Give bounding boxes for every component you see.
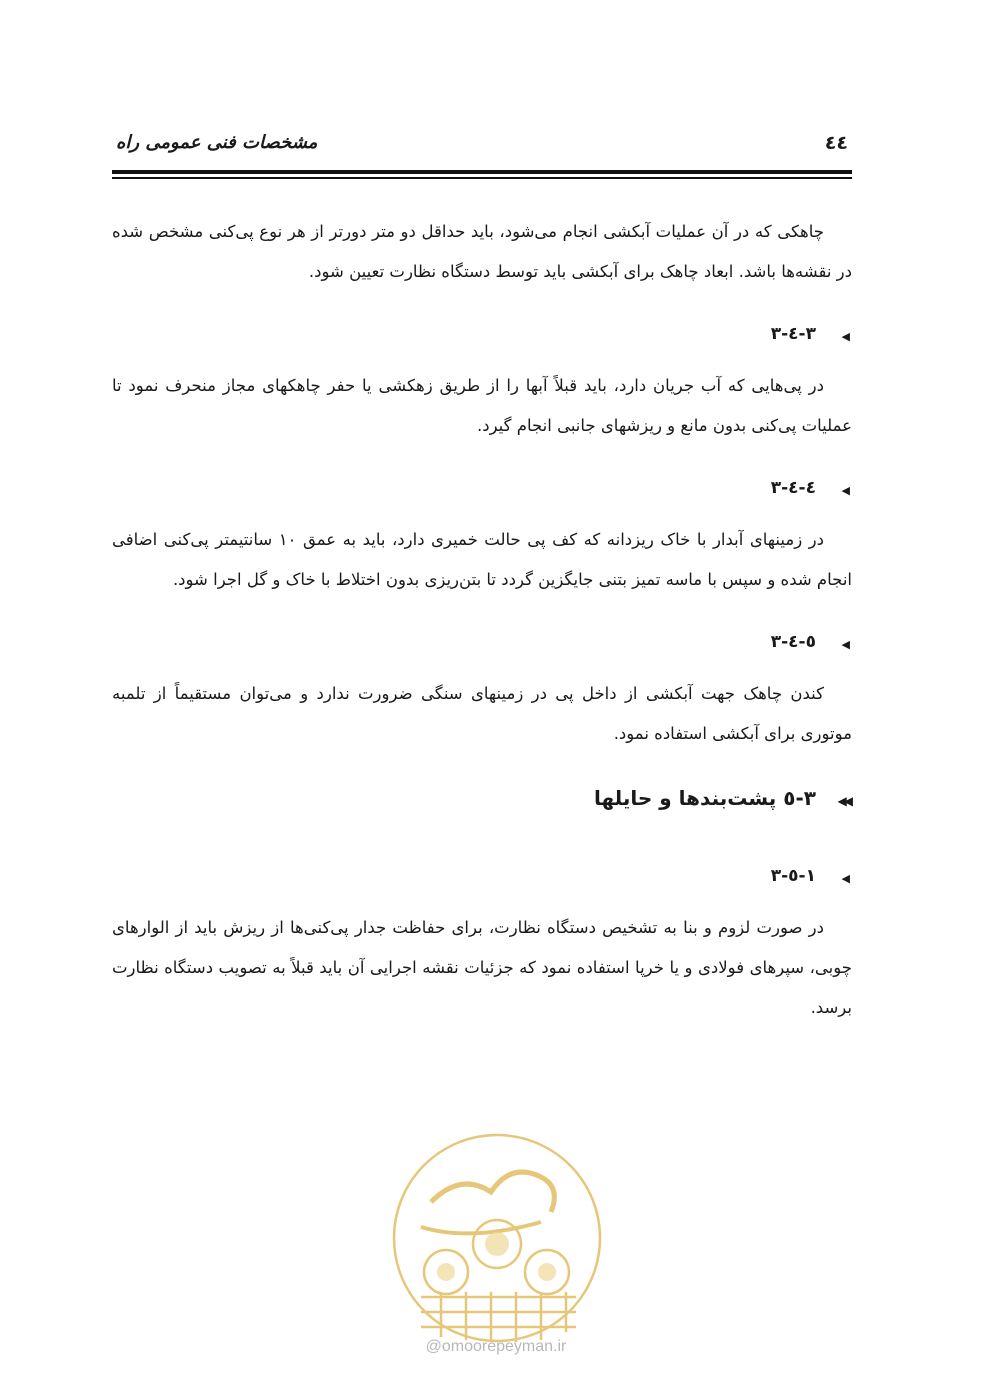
chapter-title: ٣-٥ پشت‌بندها و حایلها (593, 786, 816, 810)
paragraph: در پی‌هایی که آب جریان دارد، باید قبلاً آبها را از طریق زهکشی یا حفر چاهکهای مجاز منحرف نمود تا عملیات پی‌کنی بدون مانع و ریزشهای جانبی انجام گیرد. (112, 376, 852, 435)
section-heading (112, 856, 852, 908)
section-number: ٥-٤-٣ (770, 632, 816, 652)
watermark-url: @omoorepeyman.ir (425, 1338, 567, 1355)
paragraph: در زمینهای آبدار با خاک ریزدانه که کف پی حالت خمیری دارد، باید به عمق ١٠ سانتیمتر پی‌کنی اضافی انجام شده و سپس با ماسه تمیز بتنی جایگزین گردد تا بتن‌ریزی بدون اختلاط با خاک و گل اجرا شود. (112, 530, 852, 589)
paragraph: در صورت لزوم و بنا به تشخیص دستگاه نظارت، برای حفاظت جدار پی‌کنی‌ها از ریزش باید از الوارهای چوبی، سپرهای فولادی و یا خرپا استفاده نمود که جزئیات نقشه اجرایی آن باید قبلاً به تصویب دستگاه نظارت برسد. (112, 918, 852, 1017)
header-rule-thick (112, 170, 852, 174)
paragraph: کندن چاهک جهت آبکشی از داخل پی در زمینهای سنگی ضرورت ندارد و می‌توان مستقیماً از تلمبه موتوری برای آبکشی استفاده نمود. (112, 684, 852, 743)
watermark-logo-icon (391, 1132, 603, 1344)
section-number: ١-٥-٣ (770, 866, 816, 886)
section-number: ٣-٤-٣ (770, 324, 816, 344)
paragraph: چاهکی که در آن عملیات آبکشی انجام می‌شود، باید حداقل دو متر دورتر از هر نوع پی‌کنی مشخص شده در نقشه‌ها باشد. ابعاد چاهک برای آبکشی باید توسط دستگاه نظارت تعیین شود. (112, 222, 852, 281)
triangle-left-icon: ◀ (841, 484, 850, 497)
running-title: مشخصات فنی عمومی راه (116, 132, 318, 153)
chapter-heading (112, 778, 852, 834)
page-content (112, 212, 852, 1028)
triangle-left-icon: ◀ (841, 638, 850, 651)
page-header (112, 128, 852, 164)
triangle-left-icon: ◀ (841, 330, 850, 343)
page-number: ٤٤ (824, 132, 848, 154)
triangle-left-icon: ◀ (841, 872, 850, 885)
section-heading (112, 622, 852, 674)
double-triangle-left-icon: ◀◀ (837, 794, 850, 808)
section-number: ٤-٤-٣ (770, 478, 816, 498)
section-heading (112, 314, 852, 366)
section-heading (112, 468, 852, 520)
header-rule-thin (112, 177, 852, 179)
